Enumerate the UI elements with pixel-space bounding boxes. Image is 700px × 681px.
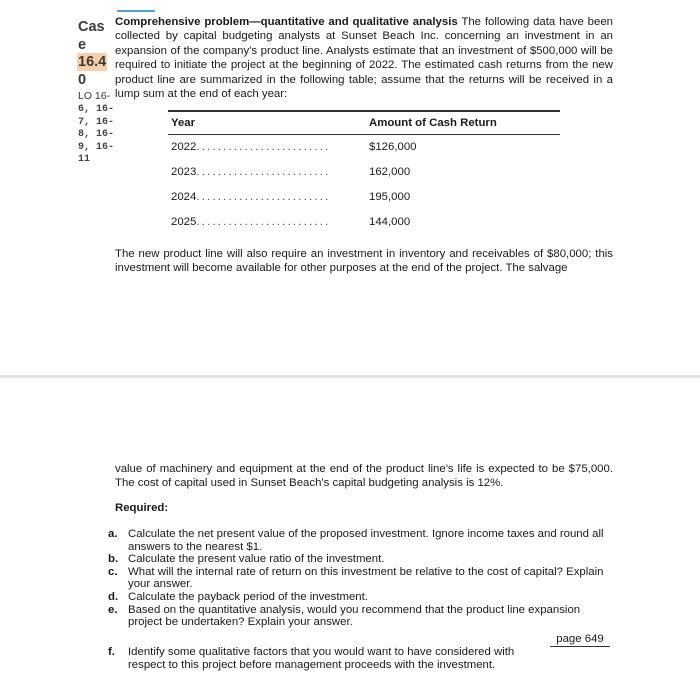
paragraph-inventory: The new product line will also require an investment in inventory and receivables of $80,000; this investment will become available for other purposes at the end of the project. The salvage xyxy=(115,248,613,275)
header-year: Year xyxy=(171,116,196,129)
cell-amount: 162,000 xyxy=(369,166,411,178)
cell-amount: 195,000 xyxy=(369,191,411,203)
case-number-suffix: 0 xyxy=(78,72,87,88)
top-accent-line xyxy=(117,10,155,12)
table-row xyxy=(168,210,560,235)
paragraph-salvage: value of machinery and equipment at the end of the product line's life is expected to be $75,000. The cost of capital used in Sunset Beach's capital budgeting analysis is 12%. xyxy=(115,463,613,490)
requirement-item xyxy=(108,604,613,629)
lo-ref: 11 xyxy=(78,154,91,165)
requirement-letter: c. xyxy=(108,565,118,578)
requirement-letter: a. xyxy=(108,528,118,540)
table-row xyxy=(168,135,560,160)
requirement-text: Based on the quantitative analysis, would you recommend that the product line expansion project be undertaken? Explain your answer. xyxy=(128,603,581,629)
requirement-text: Identify some qualitative factors that you would want to have considered with respect to this project before management proceeds with the investment. xyxy=(128,646,515,671)
requirement-item xyxy=(108,646,538,671)
requirement-item xyxy=(108,553,613,566)
case-label-line-1: Cas xyxy=(78,19,105,35)
case-label xyxy=(78,18,105,54)
requirement-letter: f. xyxy=(108,646,115,658)
table-row xyxy=(168,185,560,210)
lo-ref: 8, 16- xyxy=(78,129,115,140)
page-break-divider xyxy=(0,375,700,378)
cell-year: 2025......................... xyxy=(171,216,331,228)
lo-ref: 9, 16- xyxy=(78,141,115,153)
case-intro-text: The following data have been collected by capital budgeting analysts at Sunset Beach Inc. concerning an investment in an expansion of the company's product line. Analysts estimate that an investment of $500,000 will be required to initiate the project at the beginning of 2022. The estimated cash returns from the new product line are summarized in the following table; assume that the returns will be received in a lump sum at the end of each year: xyxy=(115,16,614,101)
learning-objective-label: LO 16- xyxy=(78,90,111,102)
cell-amount: 144,000 xyxy=(369,216,411,228)
requirement-text: Calculate the payback period of the investment. xyxy=(128,590,368,603)
page-number-marker: page 649 xyxy=(550,633,610,647)
header-amount: Amount of Cash Return xyxy=(369,116,497,129)
table-header-row xyxy=(168,112,560,135)
required-heading: Required: xyxy=(115,502,169,514)
requirement-letter: d. xyxy=(108,590,119,603)
table-row xyxy=(168,160,560,185)
requirement-item xyxy=(108,566,613,591)
requirement-item xyxy=(108,591,613,604)
cash-return-table xyxy=(168,110,560,235)
cell-amount: $126,000 xyxy=(369,141,417,153)
lo-ref: 7, 16- xyxy=(78,116,115,128)
cell-year: 2024......................... xyxy=(171,191,331,203)
requirement-text: What will the internal rate of return on this investment be relative to the cost of capital? Explain your answer. xyxy=(128,565,604,591)
lo-ref: 6, 16- xyxy=(78,104,115,115)
requirement-letter: e. xyxy=(108,603,118,616)
case-intro xyxy=(115,15,613,101)
requirements-list xyxy=(108,528,613,629)
requirement-text: Calculate the net present value of the proposed investment. Ignore income taxes and round all answers to the nearest $1. xyxy=(128,528,604,553)
requirement-text: Calculate the present value ratio of the investment. xyxy=(128,553,385,566)
cell-year: 2022......................... xyxy=(171,141,331,153)
learning-objective-refs xyxy=(78,104,114,167)
case-title: Comprehensive problem—quantitative and qualitative analysis xyxy=(115,16,458,28)
case-number xyxy=(78,53,107,89)
case-number-highlight: 16.4 xyxy=(78,54,107,70)
requirement-letter: b. xyxy=(108,553,119,566)
case-label-line-2: e xyxy=(78,37,87,53)
requirement-item xyxy=(108,528,613,553)
cell-year: 2023......................... xyxy=(171,166,331,178)
